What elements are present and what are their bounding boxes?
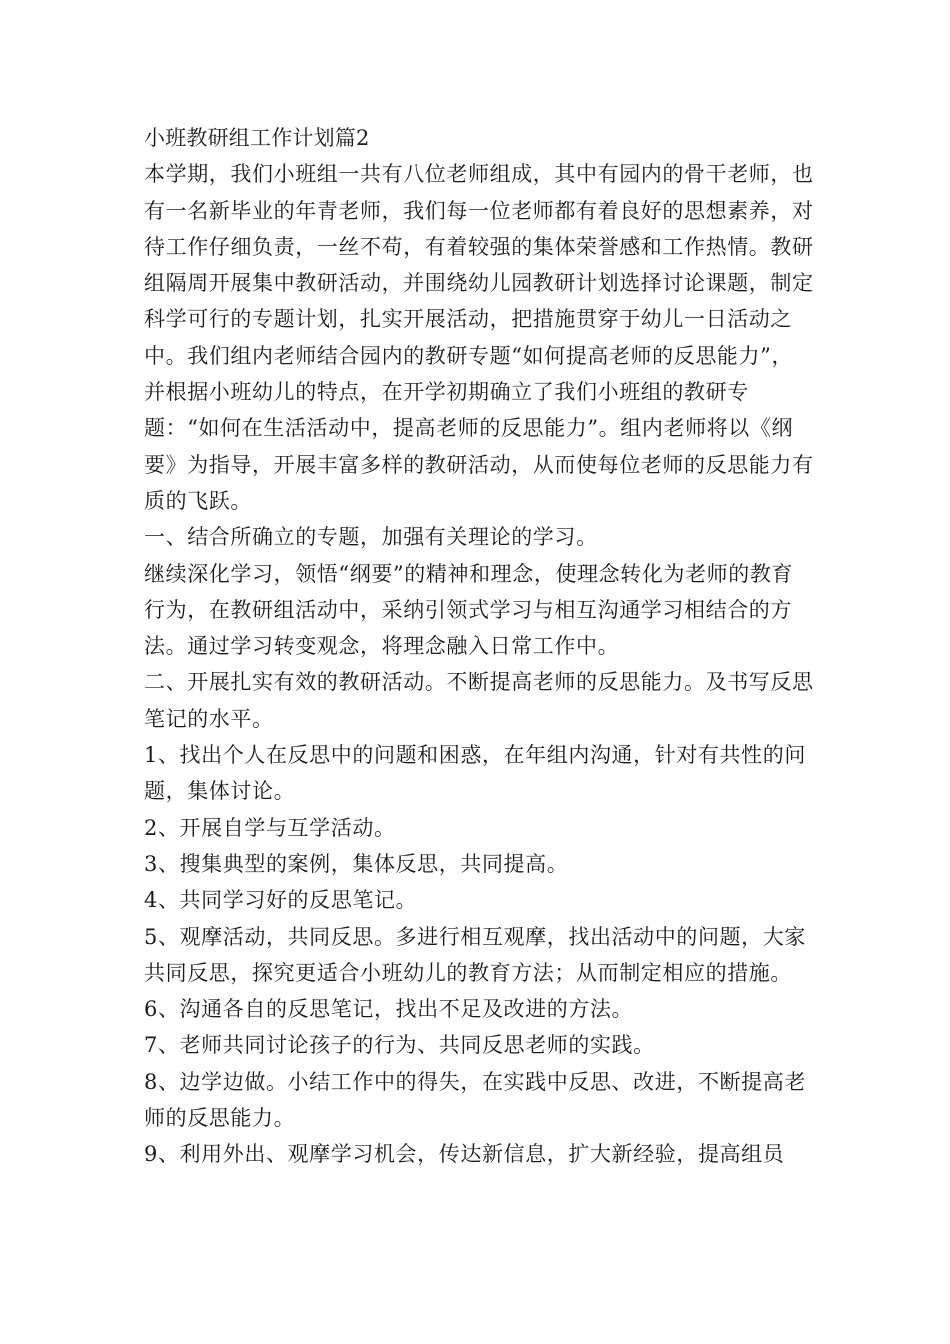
- list-item-4: 4、共同学习好的反思笔记。: [144, 888, 418, 913]
- section-heading-1: 一、结合所确立的专题，加强有关理论的学习。: [144, 525, 598, 550]
- list-item-1: 1、找出个人在反思中的问题和困惑，在年组内沟通，针对有共性的问题，集体讨论。: [144, 743, 806, 804]
- list-item-7: 7、老师共同讨论孩子的行为、共同反思老师的实践。: [144, 1033, 655, 1058]
- document-title: 小班教研组工作计划篇2: [144, 126, 370, 150]
- list-item-2: 2、开展自学与互学活动。: [144, 815, 396, 840]
- list-item-5: 5、观摩活动，共同反思。多进行相互观摩，找出活动中的问题，大家共同反思，探究更适合小班幼儿的教育方法；从而制定相应的措施。: [144, 924, 806, 985]
- list-item-9: 9、利用外出、观摩学习机会，传达新信息，扩大新经验，提高组员: [144, 1142, 785, 1167]
- list-item-6: 6、沟通各自的反思笔记，找出不足及改进的方法。: [144, 997, 634, 1022]
- section-heading-2: 二、开展扎实有效的教研活动。不断提高老师的反思能力。及书写反思笔记的水平。: [144, 670, 814, 731]
- list-item-3: 3、搜集典型的案例，集体反思，共同提高。: [144, 851, 569, 876]
- document-body: [144, 120, 814, 1173]
- section-1-paragraph: 继续深化学习，领悟“纲要”的精神和理念，使理念转化为老师的教育行为，在教研组活动中，采纳引领式学习与相互沟通学习相结合的方法。通过学习转变观念，将理念融入日常工作中。: [144, 561, 794, 659]
- intro-paragraph: 本学期，我们小班组一共有八位老师组成，其中有园内的骨干老师，也有一名新毕业的年青老师，我们每一位老师都有着良好的思想素养，对待工作仔细负责，一丝不苟，有着较强的集体荣誉感和工作热情。教研组隔周开展集中教研活动，并围绕幼儿园教研计划选择讨论课题，制定科学可行的专题计划，扎实开展活动，把措施贯穿于幼儿一日活动之中。我们组内老师结合园内的教研专题“如何提高老师的反思能力”，并根据小班幼儿的特点，在开学初期确立了我们小班组的教研专题：“如何在生活活动中，提高老师的反思能力”。组内老师将以《纲要》为指导，开展丰富多样的教研活动，从而使每位老师的反思能力有质的飞跃。: [144, 162, 814, 513]
- list-item-8: 8、边学边做。小结工作中的得失，在实践中反思、改进，不断提高老师的反思能力。: [144, 1069, 806, 1131]
